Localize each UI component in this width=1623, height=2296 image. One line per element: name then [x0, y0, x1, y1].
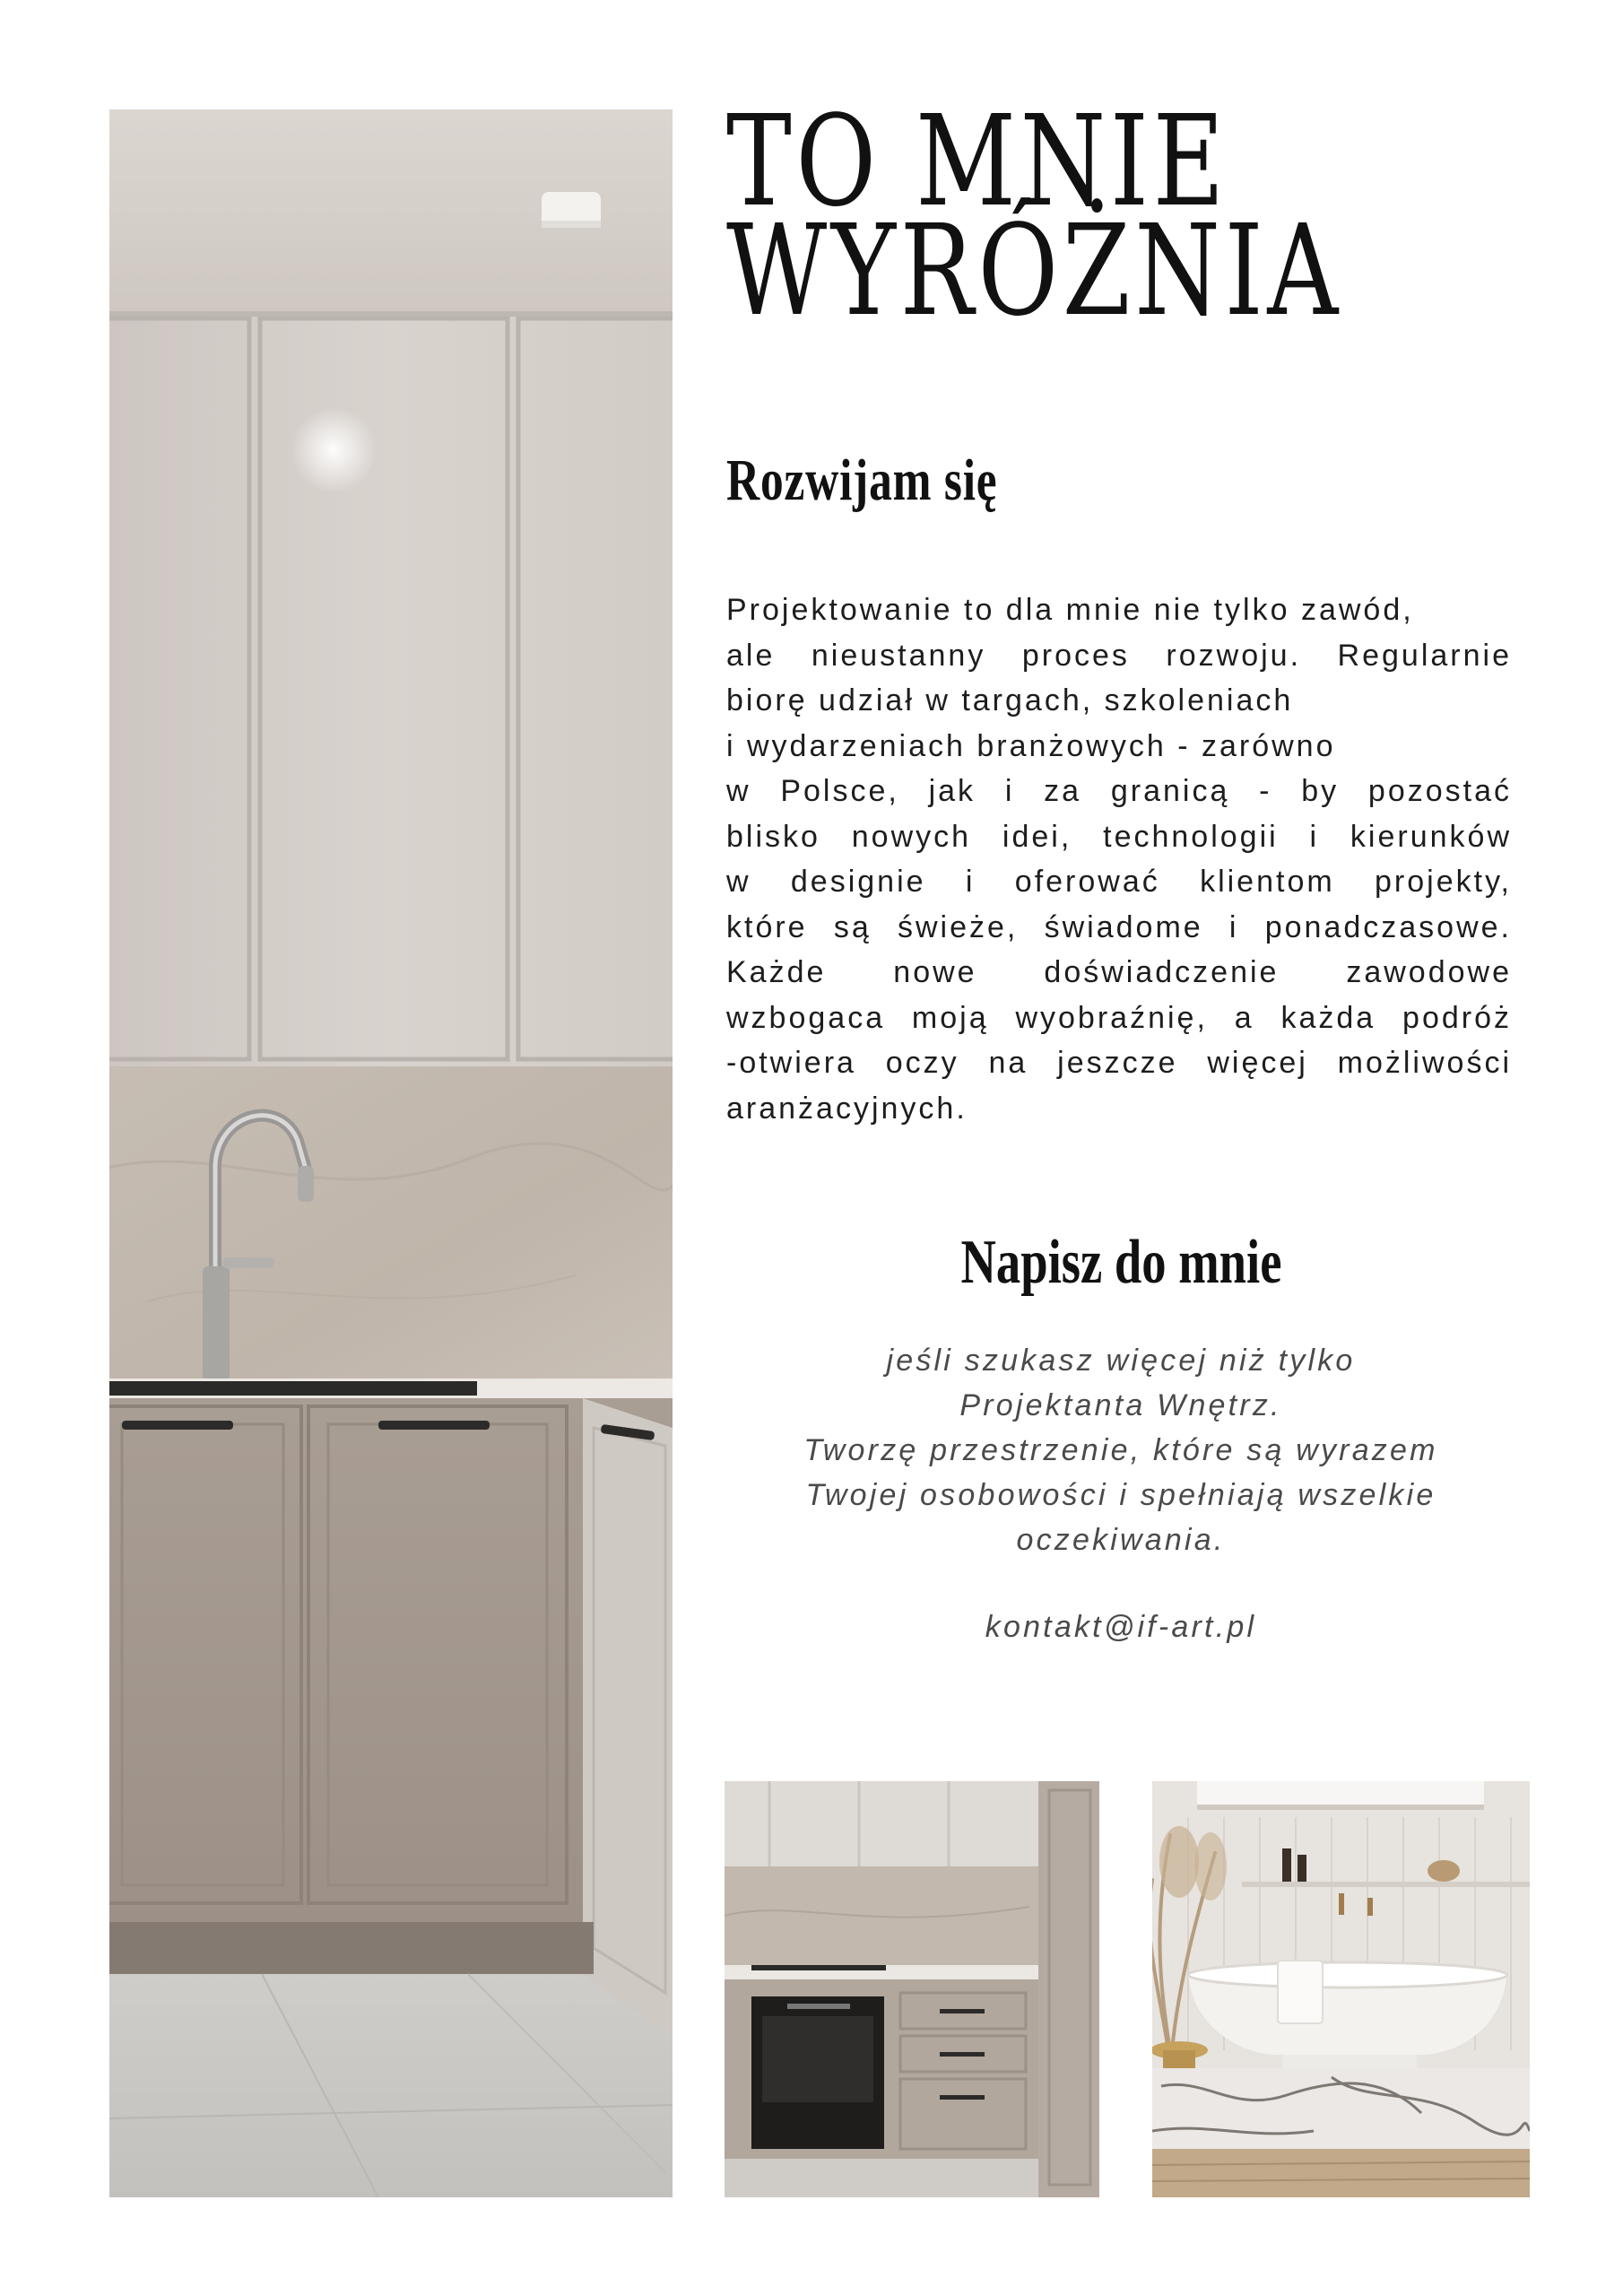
bathroom-photo: [1152, 1781, 1530, 2197]
contact-line: Tworzę przestrzenie, które są wyrazem: [803, 1433, 1438, 1467]
contact-line: oczekiwania.: [1016, 1523, 1226, 1557]
contact-paragraph: [717, 1338, 1524, 1562]
paragraph-line: aranżacyjnych.: [726, 1091, 968, 1126]
page-title: [726, 89, 1398, 344]
paragraph-line: w Polsce, jak i za granicą - by pozostać: [726, 774, 1512, 808]
paragraph-line: biorę udział w targach, szkoleniach: [726, 683, 1294, 718]
section-heading-contact: [807, 1227, 1435, 1299]
page-title-line-2: WYRÓŻNIA: [726, 198, 1342, 344]
paragraph-line: -otwiera oczy na jeszcze więcej możliwości: [726, 1046, 1512, 1080]
paragraph-line: i wydarzeniach branżowych - zarówno: [726, 728, 1336, 763]
kitchen-oven-photo: [725, 1781, 1099, 2197]
paragraph-line: które są świeże, świadome i ponadczasowe.: [726, 909, 1512, 944]
kitchen-photo: [109, 109, 673, 2197]
paragraph-line: ale nieustanny proces rozwoju. Regularnie: [726, 638, 1512, 673]
section-heading-contact-text: Napisz do mnie: [960, 1228, 1281, 1297]
contact-line: Projektanta Wnętrz.: [959, 1388, 1282, 1422]
paragraph-line: Projektowanie to dla mnie nie tylko zawód,: [726, 593, 1414, 627]
contact-line: Twojej osobowości i spełniają wszelkie: [805, 1478, 1436, 1512]
paragraph-line: w designie i oferować klientom projekty,: [726, 865, 1512, 899]
section-heading-development: Rozwijam się: [726, 448, 998, 513]
contact-email[interactable]: kontakt@if-art.pl: [985, 1610, 1257, 1644]
page-title-line-1: TO MNIE: [726, 89, 1229, 235]
paragraph-line: blisko nowych idei, technologii i kierunków: [726, 819, 1512, 854]
paragraph-line: wzbogaca moją wyobraźnię, a każda podróż: [726, 1000, 1512, 1035]
paragraph-line: Każde nowe doświadczenie zawodowe: [726, 955, 1512, 989]
development-paragraph: [726, 587, 1512, 1131]
contact-line: jeśli szukasz więcej niż tylko: [886, 1344, 1356, 1378]
